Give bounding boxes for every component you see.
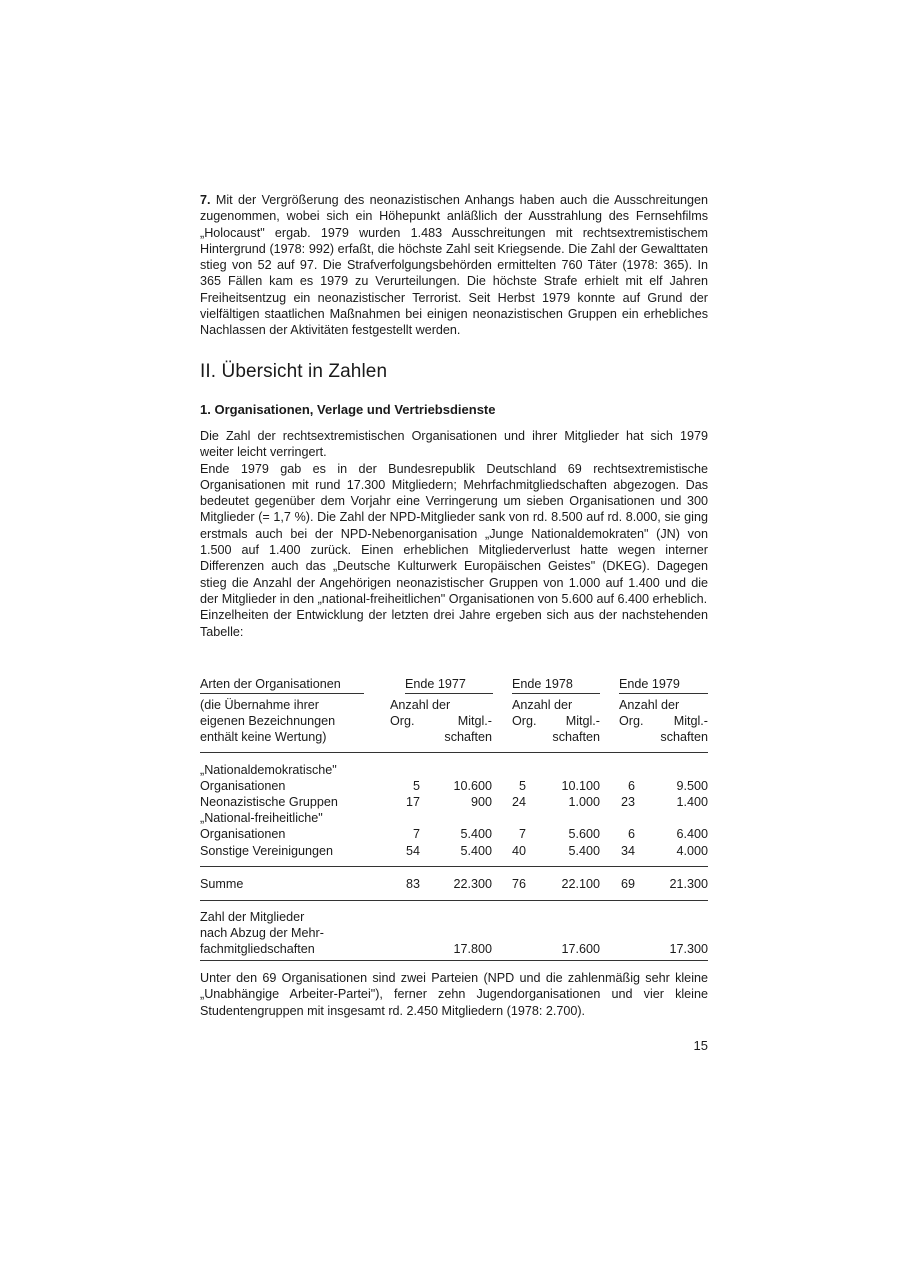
table-cell: 10.600 <box>453 779 492 793</box>
table-cell: 9.500 <box>676 779 708 793</box>
subheader-mitgl: Mitgl.- <box>673 714 708 728</box>
table-cell: 6 <box>627 827 635 841</box>
subheader-org: Org. <box>619 714 644 728</box>
chapter-heading: II. Übersicht in Zahlen <box>200 361 388 382</box>
subheader-anzahl: Anzahl der <box>512 698 573 712</box>
subheader-org: Org. <box>390 714 415 728</box>
net-cell: 17.800 <box>453 942 492 956</box>
year-header-1978: Ende 1978 <box>512 677 573 691</box>
table-column-header: Arten der Organisationen <box>200 677 341 691</box>
table-cell: 5.400 <box>460 827 492 841</box>
table-rule <box>200 960 708 961</box>
column-note-line: enthält keine Wertung) <box>200 730 327 744</box>
table-cell: 40 <box>511 844 526 858</box>
row-label: „Nationaldemokratische" <box>200 763 337 777</box>
summe-cell: 83 <box>405 877 420 891</box>
closing-paragraph: Unter den 69 Organisationen sind zwei Parteien (NPD und die zahlenmäßig sehr kleine „Unabhängige Arbeiter-Partei"), ferner zehn Jugendorganisationen und vier kleine Studentengruppen mit insgesamt rd. 2.450 Mitgliedern (1978: 2.700). <box>200 971 708 1018</box>
subheader-schaften: schaften <box>444 730 492 744</box>
table-cell: 1.000 <box>568 795 600 809</box>
table-cell: 23 <box>620 795 635 809</box>
year-header-1977: Ende 1977 <box>405 677 466 691</box>
year-underline-1978 <box>512 693 600 694</box>
summe-label: Summe <box>200 877 244 891</box>
table-cell: 10.100 <box>561 779 600 793</box>
table-cell: 5 <box>518 779 526 793</box>
paragraph-section-7 <box>200 192 708 339</box>
summe-cell: 69 <box>620 877 635 891</box>
table-cell: 7 <box>412 827 420 841</box>
table-cell: 900 <box>470 795 492 809</box>
row-label: Organisationen <box>200 827 286 841</box>
table-cell: 1.400 <box>676 795 708 809</box>
table-rule <box>200 900 708 901</box>
table-cell: 7 <box>518 827 526 841</box>
table-cell: 17 <box>405 795 420 809</box>
summe-cell: 22.300 <box>453 877 492 891</box>
subheader-schaften: schaften <box>660 730 708 744</box>
year-underline-1979 <box>619 693 708 694</box>
net-label-line: nach Abzug der Mehr- <box>200 926 324 940</box>
subheader-anzahl: Anzahl der <box>619 698 680 712</box>
summe-cell: 76 <box>511 877 526 891</box>
net-label-line: Zahl der Mitglieder <box>200 910 305 924</box>
table-cell: 54 <box>405 844 420 858</box>
column-note-line: eigenen Bezeichnungen <box>200 714 336 728</box>
subheader-mitgl: Mitgl.- <box>457 714 492 728</box>
intro-paragraph: Die Zahl der rechtsextremistischen Organisationen und ihrer Mitglieder hat sich 1979 weiter leicht verringert. Ende 1979 gab es in der Bundesrepublik Deutschland 69 rechtsextremistische Organisationen mit rund 17.300 Mitgliedern; Mehrfachmitgliedschaften abgezogen. Das bedeutet gegenüber dem Vorjahr eine Verringerung um sieben Organisationen und 300 Mitglieder (= 1,7 %). Die Zahl der NPD-Mitglieder sank von rd. 8.500 auf rd. 8.000, sie ging erstmals auch bei der NPD-Nebenorganisation „Junge Nationaldemokraten" (JN) von 1.500 auf 1.400 zurück. Einen erheblichen Mitgliederverlust hatte wegen interner Differenzen auch das „Deutsche Kulturwerk Europäischen Geistes" (DKEG). Dagegen stieg die Anzahl der Angehörigen neonazistischer Gruppen von 1.000 auf 1.400 und die der Mitglieder in den „national-freiheitlichen" Organisationen von 5.600 auf 6.400 erheblich. Einzelheiten der Entwicklung der letzten drei Jahre ergeben sich aus der nachstehenden Tabelle: <box>200 429 708 639</box>
table-cell: 5.600 <box>568 827 600 841</box>
row-label: Organisationen <box>200 779 286 793</box>
table-cell: 4.000 <box>676 844 708 858</box>
year-underline-1977 <box>405 693 493 694</box>
summe-cell: 22.100 <box>561 877 600 891</box>
table-cell: 6.400 <box>676 827 708 841</box>
table-cell: 6 <box>627 779 635 793</box>
header-underline <box>200 693 364 694</box>
table-cell: 24 <box>511 795 526 809</box>
table-cell: 5.400 <box>568 844 600 858</box>
table-cell: 34 <box>620 844 635 858</box>
subheader-mitgl: Mitgl.- <box>565 714 600 728</box>
section-heading: 1. Organisationen, Verlage und Vertriebsdienste <box>200 402 496 417</box>
table-cell: 5 <box>412 779 420 793</box>
net-cell: 17.600 <box>561 942 600 956</box>
net-cell: 17.300 <box>669 942 708 956</box>
table-rule <box>200 752 708 753</box>
table-rule <box>200 866 708 867</box>
page-number: 15 <box>693 1038 708 1053</box>
summe-cell: 21.300 <box>669 877 708 891</box>
subheader-schaften: schaften <box>552 730 600 744</box>
subheader-org: Org. <box>512 714 537 728</box>
row-label: „National-freiheitliche" <box>200 811 323 825</box>
table-cell: 5.400 <box>460 844 492 858</box>
section-number: 7. <box>200 193 211 207</box>
net-label-line: fachmitgliedschaften <box>200 942 315 956</box>
section-7-text: Mit der Vergrößerung des neonazistischen Anhangs haben auch die Ausschreitungen zugenommen, wobei sich ein Höhepunkt anläßlich der Ausstrahlung des Fernsehfilms „Holocaust" ergab. 1979 wurden 1.483 Ausschreitungen mit rechtsextremistischem Hintergrund (1978: 992) erfaßt, die höchste Zahl seit Kriegsende. Die Zahl der Gewalttaten stieg von 52 auf 97. Die Strafverfolgungsbehörden ermittelten 760 Täter (1978: 365). In 365 Fällen kam es 1979 zu Verurteilungen. Die höchste Strafe erhielt mit elf Jahren Freiheitsentzug ein neonazistischer Terrorist. Seit Herbst 1979 konnte auf Grund der vielfältigen staatlichen Maßnahmen bei einigen neonazistischen Gruppen ein erhebliches Nachlassen der Aktivitäten festgestellt werden. <box>200 193 708 338</box>
row-label: Sonstige Vereinigungen <box>200 844 334 858</box>
subheader-anzahl: Anzahl der <box>390 698 451 712</box>
row-label: Neonazistische Gruppen <box>200 795 338 809</box>
column-note-line: (die Übernahme ihrer <box>200 698 319 712</box>
year-header-1979: Ende 1979 <box>619 677 680 691</box>
